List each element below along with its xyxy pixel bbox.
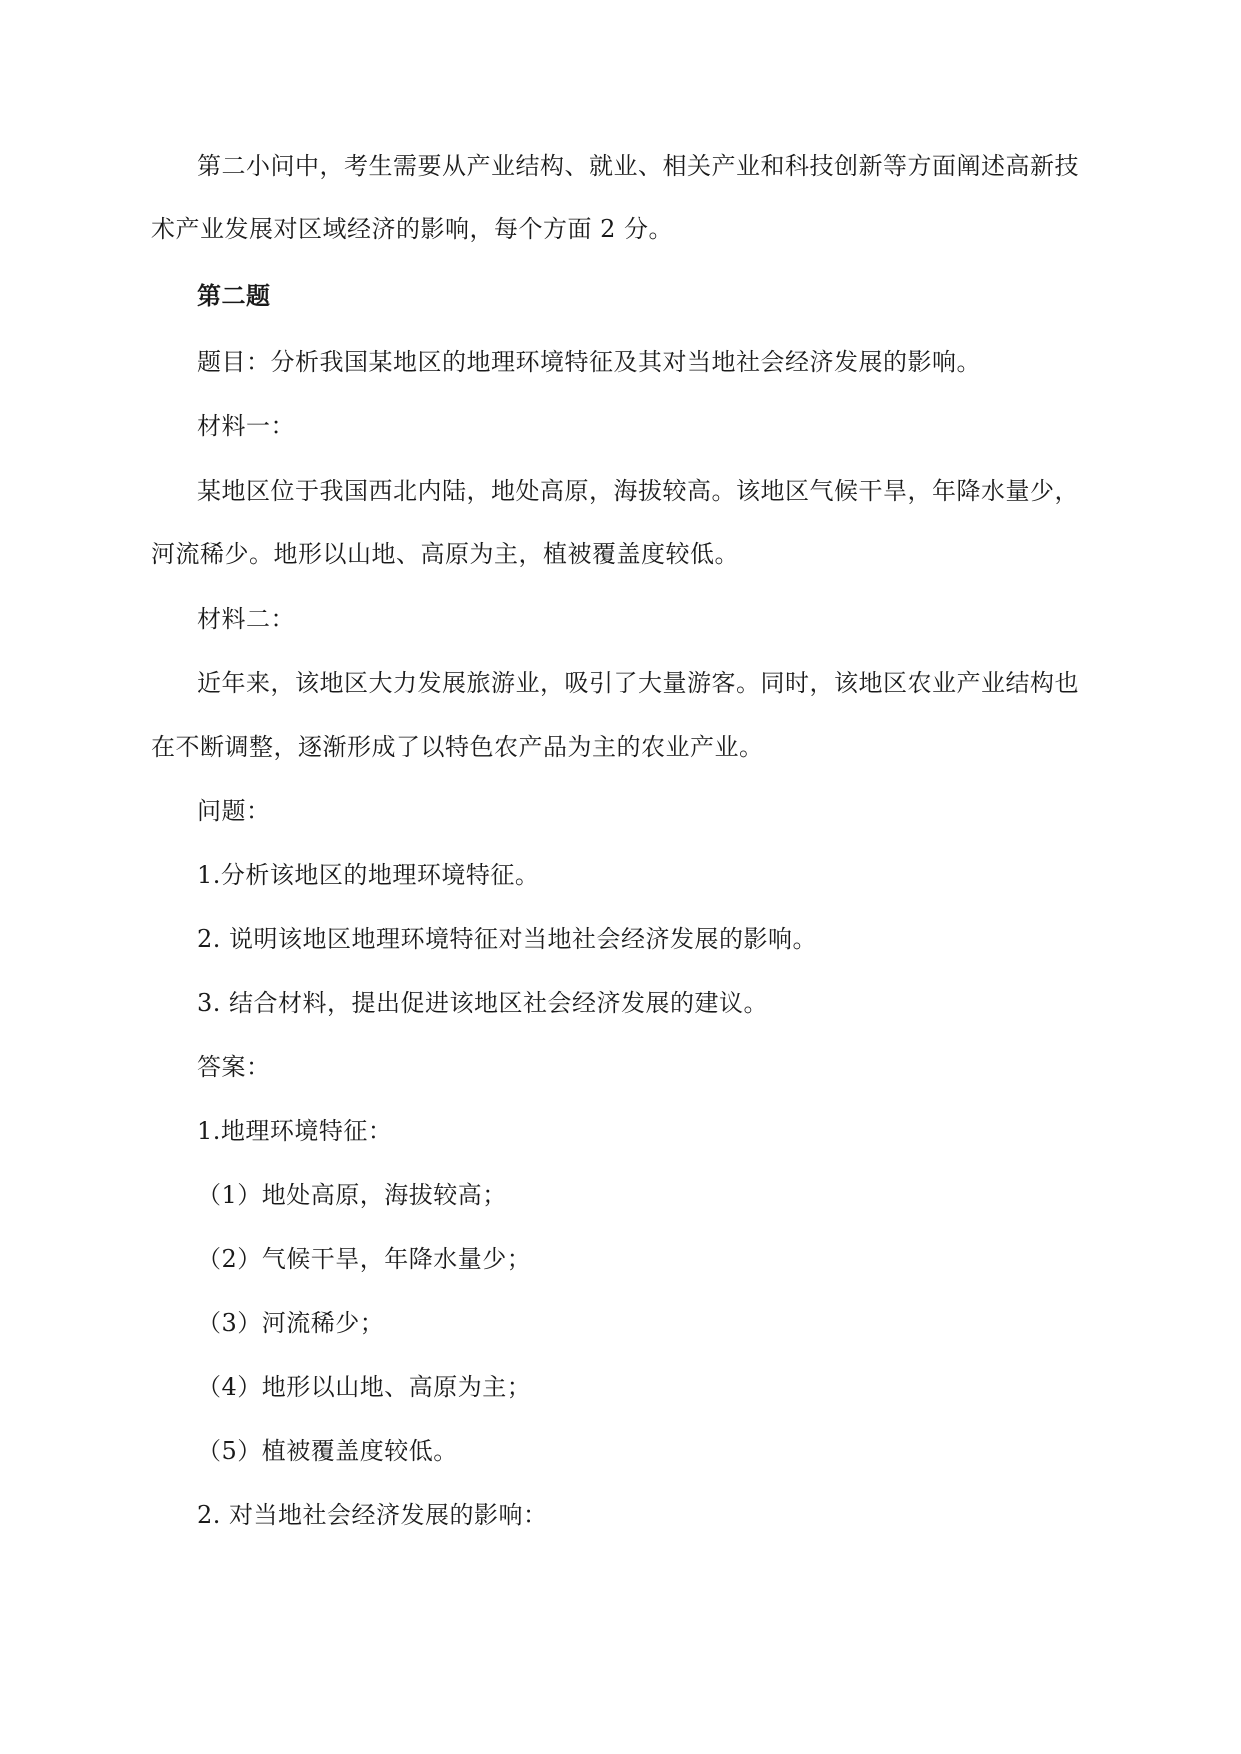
- material-2-line-2: 在不断调整，逐渐形成了以特色农产品为主的农业产业。: [151, 733, 764, 761]
- answer-1-item: （5）植被覆盖度较低。: [197, 1437, 458, 1465]
- question-1: 1.分析该地区的地理环境特征。: [197, 861, 540, 889]
- answer-1-item: （2）气候干旱，年降水量少；: [197, 1245, 532, 1273]
- answer-1-item: （1）地处高原，海拔较高；: [197, 1181, 507, 1209]
- material-1-line-1: 某地区位于我国西北内陆，地处高原，海拔较高。该地区气候干旱，年降水量少，: [197, 477, 1079, 505]
- material-2-line-1: 近年来，该地区大力发展旅游业，吸引了大量游客。同时，该地区农业产业结构也: [197, 669, 1079, 697]
- answer-1-heading: 1.地理环境特征：: [197, 1117, 393, 1145]
- question-title: 题目：分析我国某地区的地理环境特征及其对当地社会经济发展的影响。: [197, 348, 981, 376]
- answer-2-heading: 2. 对当地社会经济发展的影响：: [197, 1501, 548, 1529]
- question-2: 2. 说明该地区地理环境特征对当地社会经济发展的影响。: [197, 925, 818, 953]
- answer-label: 答案：: [197, 1053, 271, 1081]
- question-3: 3. 结合材料，提出促进该地区社会经济发展的建议。: [197, 989, 769, 1017]
- intro-paragraph-line-1: 第二小问中，考生需要从产业结构、就业、相关产业和科技创新等方面阐述高新技: [197, 152, 1079, 180]
- section-title: 第二题: [197, 281, 271, 310]
- questions-label: 问题：: [197, 797, 271, 825]
- answer-1-item: （3）河流稀少；: [197, 1309, 385, 1337]
- material-1-line-2: 河流稀少。地形以山地、高原为主，植被覆盖度较低。: [151, 540, 739, 568]
- answer-1-item: （4）地形以山地、高原为主；: [197, 1373, 532, 1401]
- material-1-label: 材料一：: [197, 412, 295, 440]
- intro-paragraph-line-2: 术产业发展对区域经济的影响，每个方面 2 分。: [151, 215, 674, 243]
- material-2-label: 材料二：: [197, 605, 295, 633]
